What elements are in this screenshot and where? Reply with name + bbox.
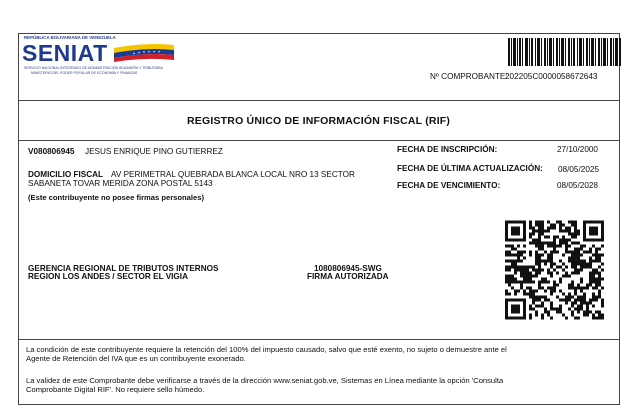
rif-number: V080806945 <box>28 147 75 156</box>
office-line-2: REGION LOS ANDES / SECTOR EL VIGIA <box>28 272 188 281</box>
barcode-icon <box>508 38 621 66</box>
divider-title <box>18 140 620 141</box>
agency-line-3: MINISTERIO DEL PODER POPULAR DE ECONOMÍA Y FINANZAS <box>31 71 138 75</box>
footer-para-1-line-2: Agente de Retención del IVA que es un contribuyente exonerado. <box>26 354 246 363</box>
seniat-logo <box>22 36 174 79</box>
signature-note: (Este contribuyente no posee firmas personales) <box>28 193 204 202</box>
date-value-update: 08/05/2025 <box>558 165 599 174</box>
date-label-update: FECHA DE ÚLTIMA ACTUALIZACIÓN: <box>397 164 543 173</box>
agency-line-1: REPÚBLICA BOLIVARIANA DE VENEZUELA <box>24 35 116 40</box>
logo-text: SENIAT <box>22 40 108 66</box>
address-line-1: AV PERIMETRAL QUEBRADA BLANCA LOCAL NRO 13 SECTOR <box>111 170 355 179</box>
date-value-registration: 27/10/2000 <box>557 145 598 154</box>
signature-label: FIRMA AUTORIZADA <box>307 272 389 281</box>
address-label: DOMICILIO FISCAL <box>28 170 104 179</box>
date-label-expiry: FECHA DE VENCIMIENTO: <box>397 181 501 190</box>
taxpayer-name: JESUS ENRIQUE PINO GUTIERREZ <box>85 147 223 156</box>
date-value-expiry: 08/05/2028 <box>557 181 598 190</box>
date-label-registration: FECHA DE INSCRIPCIÓN: <box>397 145 498 154</box>
signature-code: 1080806945-SWG <box>314 264 382 273</box>
page-title: REGISTRO ÚNICO DE INFORMACIÓN FISCAL (RIF) <box>187 115 451 127</box>
divider-footer <box>18 339 620 340</box>
footer-para-1-line-1: La condición de este contribuyente requiere la retención del 100% del impuesto causado, salvo que esté exento, no sujeto o demuestre ante el <box>26 345 507 354</box>
agency-line-2: SERVICIO NACIONAL INTEGRADO DE ADMINISTRACIÓN ADUANERA Y TRIBUTARIA <box>24 66 163 70</box>
voucher-number: 202205C0000058672643 <box>505 72 598 81</box>
qr-code-icon <box>505 218 604 322</box>
flag-icon <box>114 42 174 62</box>
footer-para-2-line-2: Comprobante Digital RIF'. No requiere sello húmedo. <box>26 385 205 394</box>
address-line-2: SABANETA TOVAR MERIDA ZONA POSTAL 5143 <box>28 179 213 188</box>
divider-header <box>18 100 620 101</box>
footer-para-2-line-1: La validez de este Comprobante debe verificarse a través de la dirección www.seniat.gob.ve, Sistemas en Línea mediante la opción 'Consulta <box>26 376 504 385</box>
office-line-1: GERENCIA REGIONAL DE TRIBUTOS INTERNOS <box>28 264 219 273</box>
voucher-label: Nº COMPROBANTE: <box>430 72 508 81</box>
